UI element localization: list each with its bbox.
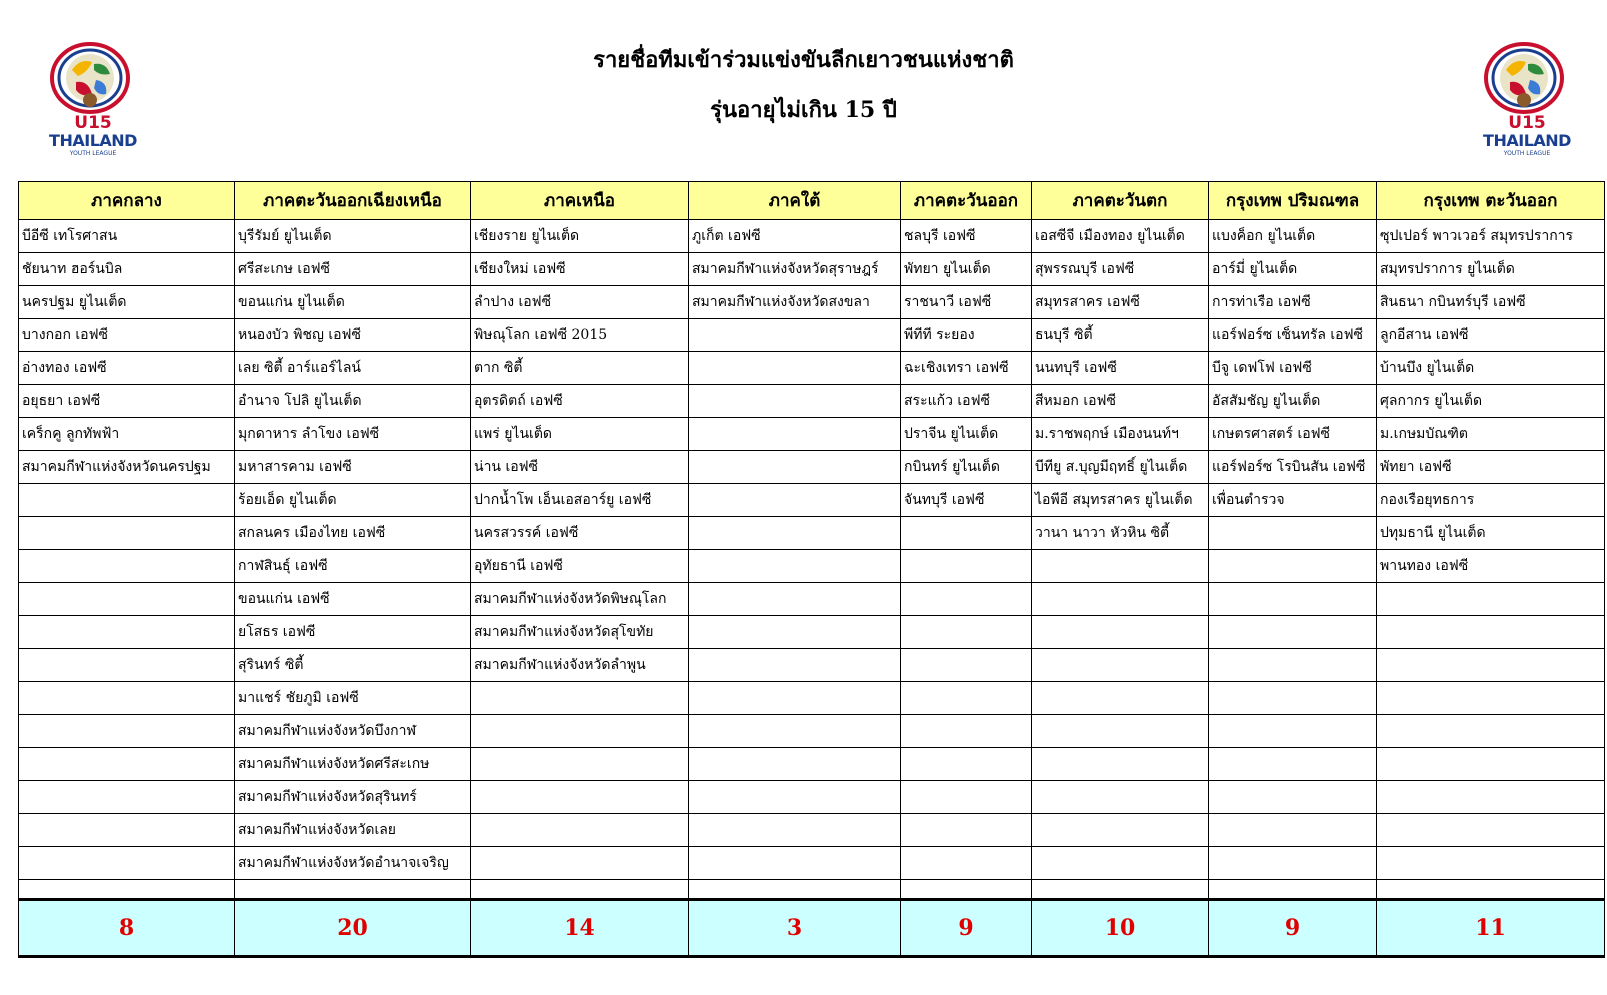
team-cell: กบินทร์ ยูไนเต็ด (901, 451, 1032, 484)
team-cell: สินธนา กบินทร์บุรี เอฟซี (1377, 286, 1605, 319)
team-cell: ปราจีน ยูไนเต็ด (901, 418, 1032, 451)
table-row (19, 517, 1605, 550)
team-cell: พัทยา ยูไนเต็ด (901, 253, 1032, 286)
team-cell: กาฬสินธุ์ เอฟซี (235, 550, 471, 583)
team-cell (1377, 748, 1605, 781)
team-cell (1032, 550, 1209, 583)
team-cell (1209, 715, 1377, 748)
team-cell: บีจู เดฟโฟ เอฟซี (1209, 352, 1377, 385)
team-cell (1032, 616, 1209, 649)
team-cell (1209, 649, 1377, 682)
team-cell (1377, 616, 1605, 649)
team-cell (689, 649, 901, 682)
team-cell (689, 715, 901, 748)
region-header: ภาคตะวันตก (1032, 182, 1209, 220)
team-count: 14 (471, 900, 689, 957)
region-header: ภาคใต้ (689, 182, 901, 220)
team-cell: สมาคมกีฬาแห่งจังหวัดสุรินทร์ (235, 781, 471, 814)
team-cell: อุทัยธานี เอฟซี (471, 550, 689, 583)
team-cell: ลำปาง เอฟซี (471, 286, 689, 319)
team-cell: นครสวรรค์ เอฟซี (471, 517, 689, 550)
team-cell: มุกดาหาร ลำโขง เอฟซี (235, 418, 471, 451)
team-cell: ม.ราชพฤกษ์ เมืองนนท์ฯ (1032, 418, 1209, 451)
team-cell (1032, 682, 1209, 715)
team-cell: การท่าเรือ เอฟซี (1209, 286, 1377, 319)
table-row (19, 418, 1605, 451)
team-cell (1209, 682, 1377, 715)
team-cell: สมาคมกีฬาแห่งจังหวัดศรีสะเกษ (235, 748, 471, 781)
team-cell (901, 649, 1032, 682)
team-cell (901, 583, 1032, 616)
team-count: 9 (1209, 900, 1377, 957)
table-row (19, 550, 1605, 583)
team-cell: บีอีซี เทโรศาสน (19, 220, 235, 253)
team-cell: นนทบุรี เอฟซี (1032, 352, 1209, 385)
u15-thailand-logo-right (1472, 40, 1582, 160)
team-count: 10 (1032, 900, 1209, 957)
team-cell: ปากน้ำโพ เอ็นเอสอาร์ยู เอฟซี (471, 484, 689, 517)
team-cell: สมาคมกีฬาแห่งจังหวัดสงขลา (689, 286, 901, 319)
team-cell (1032, 715, 1209, 748)
logo-u15-text: U15 (1508, 113, 1546, 133)
team-cell (19, 616, 235, 649)
team-cell: ภูเก็ต เอฟซี (689, 220, 901, 253)
team-cell (689, 682, 901, 715)
table-row (19, 451, 1605, 484)
team-cell: ซุปเปอร์ พาวเวอร์ สมุทรปราการ (1377, 220, 1605, 253)
team-cell (19, 814, 235, 847)
team-cell: ศรีสะเกษ เอฟซี (235, 253, 471, 286)
logo-thailand-text: THAILAND (1483, 131, 1571, 150)
team-cell: เพื่อนตำรวจ (1209, 484, 1377, 517)
team-cell (901, 616, 1032, 649)
team-cell (1032, 748, 1209, 781)
team-cell (1032, 814, 1209, 847)
team-cell (901, 550, 1032, 583)
team-cell: อัสสัมชัญ ยูไนเต็ด (1209, 385, 1377, 418)
table-row (19, 220, 1605, 253)
team-cell: สมาคมกีฬาแห่งจังหวัดสุโขทัย (471, 616, 689, 649)
region-header: ภาคเหนือ (471, 182, 689, 220)
table-row (19, 814, 1605, 847)
team-cell (1209, 814, 1377, 847)
team-cell (19, 517, 235, 550)
team-cell (19, 550, 235, 583)
team-cell: แพร่ ยูไนเต็ด (471, 418, 689, 451)
team-cell: ราชนาวี เอฟซี (901, 286, 1032, 319)
page-subtitle: รุ่นอายุไม่เกิน 15 ปี (710, 97, 897, 123)
region-header: กรุงเทพ ปริมณฑล (1209, 182, 1377, 220)
team-count: 8 (19, 900, 235, 957)
team-cell (901, 814, 1032, 847)
empty-cell (1209, 880, 1377, 900)
team-cell: ยโสธร เอฟซี (235, 616, 471, 649)
logo-youth-league-text: YOUTH LEAGUE (69, 150, 117, 157)
team-cell (689, 319, 901, 352)
team-cell (689, 550, 901, 583)
team-cell: ปทุมธานี ยูไนเต็ด (1377, 517, 1605, 550)
team-cell: พีทีที ระยอง (901, 319, 1032, 352)
table-row (19, 484, 1605, 517)
team-cell (1377, 814, 1605, 847)
team-cell (901, 682, 1032, 715)
team-cell (689, 418, 901, 451)
team-cell: บุรีรัมย์ ยูไนเต็ด (235, 220, 471, 253)
team-cell (1377, 715, 1605, 748)
team-cell: สมาคมกีฬาแห่งจังหวัดสุราษฎร์ (689, 253, 901, 286)
team-cell (19, 484, 235, 517)
team-cell (901, 847, 1032, 880)
table-row (19, 319, 1605, 352)
team-cell: ไอพีอี สมุทรสาคร ยูไนเต็ด (1032, 484, 1209, 517)
table-row (19, 352, 1605, 385)
team-cell: สมาคมกีฬาแห่งจังหวัดนครปฐม (19, 451, 235, 484)
team-cell (689, 484, 901, 517)
table-row (19, 286, 1605, 319)
team-cell (471, 748, 689, 781)
region-header: ภาคตะวันออกเฉียงเหนือ (235, 182, 471, 220)
spacer-row (19, 880, 1605, 900)
team-cell (1209, 781, 1377, 814)
teams-table (18, 181, 1605, 958)
team-cell: แบงค็อก ยูไนเต็ด (1209, 220, 1377, 253)
table-row (19, 715, 1605, 748)
team-cell: เลย ซิตี้ อาร์แอร์ไลน์ (235, 352, 471, 385)
empty-cell (901, 880, 1032, 900)
teams-table-body (19, 220, 1605, 900)
page-title: รายชื่อทีมเข้าร่วมแข่งขันลีกเยาวชนแห่งชาติ (593, 47, 1014, 73)
team-cell: ร้อยเอ็ด ยูไนเต็ด (235, 484, 471, 517)
table-row (19, 748, 1605, 781)
team-cell: สมาคมกีฬาแห่งจังหวัดเลย (235, 814, 471, 847)
team-cell: ศุลกากร ยูไนเต็ด (1377, 385, 1605, 418)
globe-emblem-icon (48, 40, 132, 116)
empty-cell (471, 880, 689, 900)
team-cell: ชัยนาท ฮอร์นบิล (19, 253, 235, 286)
team-cell (19, 583, 235, 616)
team-cell (689, 748, 901, 781)
team-cell (19, 715, 235, 748)
region-header-row (19, 182, 1605, 220)
team-cell: สมาคมกีฬาแห่งจังหวัดพิษณุโลก (471, 583, 689, 616)
team-cell: อยุธยา เอฟซี (19, 385, 235, 418)
team-cell: เอสซีจี เมืองทอง ยูไนเต็ด (1032, 220, 1209, 253)
team-cell (1032, 781, 1209, 814)
team-count: 11 (1377, 900, 1605, 957)
table-row (19, 583, 1605, 616)
team-cell (689, 385, 901, 418)
logo-u15-text: U15 (74, 113, 112, 133)
team-cell: ชลบุรี เอฟซี (901, 220, 1032, 253)
team-cell (19, 748, 235, 781)
table-row (19, 682, 1605, 715)
team-cell (1377, 583, 1605, 616)
team-cell: แอร์ฟอร์ซ เซ็นทรัล เอฟซี (1209, 319, 1377, 352)
team-cell (19, 847, 235, 880)
team-cell (1209, 550, 1377, 583)
team-cell: อำนาจ โปลิ ยูไนเต็ด (235, 385, 471, 418)
team-cell: ม.เกษมบัณฑิต (1377, 418, 1605, 451)
team-cell (1377, 682, 1605, 715)
empty-cell (19, 880, 235, 900)
team-cell: สกลนคร เมืองไทย เอฟซี (235, 517, 471, 550)
team-cell (689, 847, 901, 880)
team-cell (901, 748, 1032, 781)
team-cell (1377, 649, 1605, 682)
team-cell: มหาสารคาม เอฟซี (235, 451, 471, 484)
table-row (19, 616, 1605, 649)
team-cell (901, 715, 1032, 748)
team-count: 9 (901, 900, 1032, 957)
team-cell (471, 781, 689, 814)
team-cell: แอร์ฟอร์ซ โรบินสัน เอฟซี (1209, 451, 1377, 484)
team-cell: สมุทรสาคร เอฟซี (1032, 286, 1209, 319)
team-count: 3 (689, 900, 901, 957)
table-row (19, 385, 1605, 418)
team-cell (471, 715, 689, 748)
team-cell (1032, 847, 1209, 880)
team-cell (1209, 616, 1377, 649)
team-cell (471, 682, 689, 715)
team-cell: เชียงใหม่ เอฟซี (471, 253, 689, 286)
team-cell: เชียงราย ยูไนเต็ด (471, 220, 689, 253)
team-cell: เกษตรศาสตร์ เอฟซี (1209, 418, 1377, 451)
empty-cell (235, 880, 471, 900)
team-cell (1032, 583, 1209, 616)
table-row (19, 649, 1605, 682)
team-count: 20 (235, 900, 471, 957)
team-cell (689, 583, 901, 616)
team-cell: พานทอง เอฟซี (1377, 550, 1605, 583)
team-cell: มาแชร์ ชัยภูมิ เอฟซี (235, 682, 471, 715)
team-cell (1209, 847, 1377, 880)
team-cell: สมาคมกีฬาแห่งจังหวัดอำนาจเจริญ (235, 847, 471, 880)
totals-row (19, 900, 1605, 957)
team-cell: ขอนแก่น เอฟซี (235, 583, 471, 616)
team-cell (689, 451, 901, 484)
team-cell: สุรินทร์ ซิตี้ (235, 649, 471, 682)
team-cell (689, 352, 901, 385)
team-cell: สีหมอก เอฟซี (1032, 385, 1209, 418)
team-cell (1377, 781, 1605, 814)
team-cell (19, 649, 235, 682)
u15-thailand-logo-left (38, 40, 148, 160)
team-cell (689, 781, 901, 814)
logo-thailand-text: THAILAND (49, 131, 137, 150)
team-cell: ตาก ซิตี้ (471, 352, 689, 385)
team-cell: ธนบุรี ซิตี้ (1032, 319, 1209, 352)
team-cell: พิษณุโลก เอฟซี 2015 (471, 319, 689, 352)
team-cell: อาร์มี่ ยูไนเต็ด (1209, 253, 1377, 286)
team-cell: กองเรือยุทธการ (1377, 484, 1605, 517)
team-cell: น่าน เอฟซี (471, 451, 689, 484)
team-cell: บีทียู ส.บุญมีฤทธิ์ ยูไนเต็ด (1032, 451, 1209, 484)
team-cell: สระแก้ว เอฟซี (901, 385, 1032, 418)
empty-cell (1377, 880, 1605, 900)
team-cell: พัทยา เอฟซี (1377, 451, 1605, 484)
region-header: กรุงเทพ ตะวันออก (1377, 182, 1605, 220)
team-cell: เคร็กคู ลูกทัพฟ้า (19, 418, 235, 451)
team-cell: วานา นาวา หัวหิน ซิตี้ (1032, 517, 1209, 550)
team-cell: ขอนแก่น ยูไนเต็ด (235, 286, 471, 319)
team-cell: ลูกอีสาน เอฟซี (1377, 319, 1605, 352)
team-cell: หนองบัว พิชญ เอฟซี (235, 319, 471, 352)
team-cell: สมาคมกีฬาแห่งจังหวัดบึงกาฬ (235, 715, 471, 748)
team-cell: ฉะเชิงเทรา เอฟซี (901, 352, 1032, 385)
team-cell (19, 781, 235, 814)
team-cell (689, 814, 901, 847)
team-cell (1209, 517, 1377, 550)
team-cell (689, 616, 901, 649)
team-cell: อ่างทอง เอฟซี (19, 352, 235, 385)
team-cell (471, 847, 689, 880)
empty-cell (1032, 880, 1209, 900)
globe-emblem-icon (1482, 40, 1566, 116)
team-cell: บางกอก เอฟซี (19, 319, 235, 352)
team-cell: สุพรรณบุรี เอฟซี (1032, 253, 1209, 286)
empty-cell (689, 880, 901, 900)
team-cell (1377, 847, 1605, 880)
team-cell: จันทบุรี เอฟซี (901, 484, 1032, 517)
team-cell (471, 814, 689, 847)
team-cell (1209, 748, 1377, 781)
team-cell: บ้านบึง ยูไนเต็ด (1377, 352, 1605, 385)
table-row (19, 847, 1605, 880)
team-cell (1209, 583, 1377, 616)
team-cell (689, 517, 901, 550)
table-row (19, 253, 1605, 286)
team-cell (901, 781, 1032, 814)
team-cell (19, 682, 235, 715)
region-header: ภาคตะวันออก (901, 182, 1032, 220)
team-cell (901, 517, 1032, 550)
team-cell: สมาคมกีฬาแห่งจังหวัดลำพูน (471, 649, 689, 682)
logo-youth-league-text: YOUTH LEAGUE (1503, 150, 1551, 157)
table-row (19, 781, 1605, 814)
team-cell (1032, 649, 1209, 682)
team-cell: อุตรดิตถ์ เอฟซี (471, 385, 689, 418)
region-header: ภาคกลาง (19, 182, 235, 220)
team-cell: นครปฐม ยูไนเต็ด (19, 286, 235, 319)
team-cell: สมุทรปราการ ยูไนเต็ด (1377, 253, 1605, 286)
